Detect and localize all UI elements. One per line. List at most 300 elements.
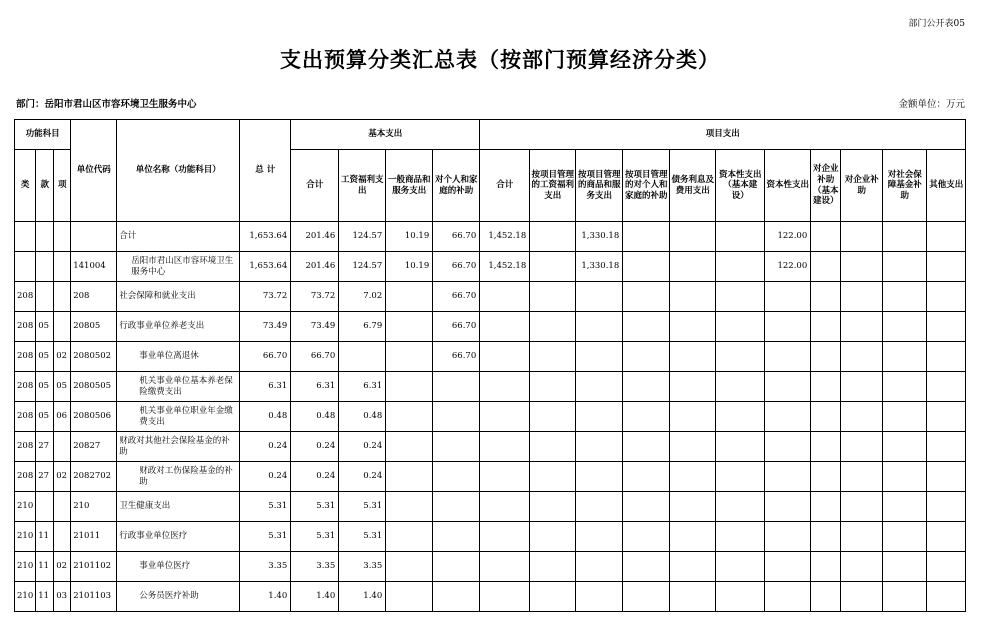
- kuan-cell: 05: [36, 402, 54, 432]
- xiang-cell: [54, 252, 71, 282]
- project-capital-cell: [765, 312, 811, 342]
- project-goods-cell: [576, 372, 623, 402]
- project-enterprise-cell: [841, 522, 883, 552]
- header-basic-goods: 一般商品和服务支出: [386, 150, 433, 222]
- header-project-social: 对社会保障基金补助: [883, 150, 927, 222]
- basic-sum-cell: 66.70: [291, 342, 339, 372]
- basic-sum-cell: 0.24: [291, 462, 339, 492]
- project-other-cell: [927, 462, 966, 492]
- project-capital-cell: [765, 432, 811, 462]
- header-project-capital: 资本性支出: [765, 150, 811, 222]
- project-personal-cell: [623, 552, 670, 582]
- basic-goods-cell: [386, 372, 433, 402]
- lei-cell: 210: [15, 522, 36, 552]
- basic-goods-cell: [386, 462, 433, 492]
- project-goods-cell: [576, 462, 623, 492]
- project-sum-cell: [480, 552, 530, 582]
- basic-goods-cell: [386, 312, 433, 342]
- unit-name-cell: 公务员医疗补助: [117, 582, 240, 612]
- total-cell: 0.24: [240, 432, 291, 462]
- header-project-expenditure: 项目支出: [480, 120, 966, 150]
- kuan-cell: 05: [36, 342, 54, 372]
- project-personal-cell: [623, 312, 670, 342]
- project-debt-cell: [670, 432, 716, 462]
- table-row: [15, 492, 966, 522]
- project-debt-cell: [670, 522, 716, 552]
- project-other-cell: [927, 582, 966, 612]
- basic-goods-cell: [386, 282, 433, 312]
- header-xiang: 项: [54, 150, 71, 222]
- project-capital-cell: [765, 402, 811, 432]
- kuan-cell: [36, 222, 54, 252]
- lei-cell: [15, 252, 36, 282]
- project-other-cell: [927, 432, 966, 462]
- xiang-cell: 02: [54, 552, 71, 582]
- project-enterprise-capital-cell: [811, 222, 841, 252]
- project-capital-base-cell: [716, 402, 765, 432]
- project-capital-base-cell: [716, 222, 765, 252]
- project-personal-cell: [623, 522, 670, 552]
- lei-cell: 208: [15, 372, 36, 402]
- project-enterprise-capital-cell: [811, 372, 841, 402]
- kuan-cell: 11: [36, 552, 54, 582]
- xiang-cell: [54, 312, 71, 342]
- project-debt-cell: [670, 462, 716, 492]
- total-cell: 5.31: [240, 522, 291, 552]
- table-row: [15, 582, 966, 612]
- project-capital-base-cell: [716, 432, 765, 462]
- basic-goods-cell: [386, 522, 433, 552]
- project-capital-cell: [765, 582, 811, 612]
- project-enterprise-cell: [841, 222, 883, 252]
- xiang-cell: [54, 522, 71, 552]
- basic-goods-cell: [386, 402, 433, 432]
- project-social-cell: [883, 312, 927, 342]
- project-capital-base-cell: [716, 312, 765, 342]
- header-project-other: 其他支出: [927, 150, 966, 222]
- header-basic-wage: 工资福利支出: [339, 150, 386, 222]
- basic-sum-cell: 201.46: [291, 252, 339, 282]
- project-other-cell: [927, 342, 966, 372]
- basic-personal-cell: [433, 402, 480, 432]
- xiang-cell: [54, 432, 71, 462]
- basic-wage-cell: [339, 342, 386, 372]
- header-project-goods: 按项目管理的商品和服务支出: [576, 150, 623, 222]
- total-cell: 3.35: [240, 552, 291, 582]
- header-basic-personal: 对个人和家庭的补助: [433, 150, 480, 222]
- header-project-sum: 合计: [480, 150, 530, 222]
- basic-sum-cell: 73.49: [291, 312, 339, 342]
- unit-name-cell: 行政事业单位医疗: [117, 522, 240, 552]
- basic-wage-cell: 124.57: [339, 222, 386, 252]
- project-social-cell: [883, 522, 927, 552]
- project-goods-cell: 1,330.18: [576, 252, 623, 282]
- basic-personal-cell: 66.70: [433, 222, 480, 252]
- basic-wage-cell: 5.31: [339, 522, 386, 552]
- unit-code-cell: 210: [71, 492, 117, 522]
- header-project-personal: 按项目管理的对个人和家庭的补助: [623, 150, 670, 222]
- unit-code-cell: 20805: [71, 312, 117, 342]
- budget-table: [14, 119, 966, 612]
- project-other-cell: [927, 282, 966, 312]
- basic-personal-cell: 66.70: [433, 342, 480, 372]
- project-capital-base-cell: [716, 252, 765, 282]
- project-social-cell: [883, 582, 927, 612]
- project-capital-base-cell: [716, 582, 765, 612]
- project-debt-cell: [670, 402, 716, 432]
- project-social-cell: [883, 432, 927, 462]
- unit-code-cell: 2101102: [71, 552, 117, 582]
- project-personal-cell: [623, 492, 670, 522]
- project-enterprise-cell: [841, 342, 883, 372]
- xiang-cell: 05: [54, 372, 71, 402]
- unit-name-cell: 财政对工伤保险基金的补助: [117, 462, 240, 492]
- basic-sum-cell: 73.72: [291, 282, 339, 312]
- basic-personal-cell: [433, 522, 480, 552]
- basic-wage-cell: 6.79: [339, 312, 386, 342]
- basic-wage-cell: 3.35: [339, 552, 386, 582]
- basic-personal-cell: [433, 582, 480, 612]
- unit-name-cell: 事业单位离退休: [117, 342, 240, 372]
- table-row: [15, 222, 966, 252]
- total-cell: 73.72: [240, 282, 291, 312]
- project-other-cell: [927, 372, 966, 402]
- project-capital-cell: [765, 342, 811, 372]
- unit-name-cell: 岳阳市君山区市容环境卫生服务中心: [117, 252, 240, 282]
- xiang-cell: 02: [54, 342, 71, 372]
- project-social-cell: [883, 492, 927, 522]
- table-row: [15, 342, 966, 372]
- project-sum-cell: [480, 342, 530, 372]
- project-other-cell: [927, 522, 966, 552]
- project-personal-cell: [623, 282, 670, 312]
- project-other-cell: [927, 312, 966, 342]
- unit-name-cell: 机关事业单位基本养老保险缴费支出: [117, 372, 240, 402]
- project-capital-base-cell: [716, 342, 765, 372]
- lei-cell: 208: [15, 462, 36, 492]
- lei-cell: 208: [15, 312, 36, 342]
- basic-sum-cell: 1.40: [291, 582, 339, 612]
- table-row: [15, 312, 966, 342]
- project-debt-cell: [670, 222, 716, 252]
- header-project-enterprise-capital: 对企业补助（基本建设）: [811, 150, 841, 222]
- project-goods-cell: [576, 432, 623, 462]
- project-capital-cell: [765, 282, 811, 312]
- table-row: [15, 522, 966, 552]
- table-number-label: 部门公开表05: [908, 19, 965, 29]
- kuan-cell: 11: [36, 582, 54, 612]
- header-unit-name: 单位名称（功能科目）: [117, 120, 240, 222]
- basic-wage-cell: 6.31: [339, 372, 386, 402]
- project-sum-cell: 1,452.18: [480, 252, 530, 282]
- project-debt-cell: [670, 282, 716, 312]
- basic-wage-cell: 1.40: [339, 582, 386, 612]
- basic-personal-cell: [433, 492, 480, 522]
- unit-code-cell: 21011: [71, 522, 117, 552]
- table-row: [15, 372, 966, 402]
- lei-cell: [15, 222, 36, 252]
- project-wage-cell: [530, 282, 576, 312]
- project-capital-base-cell: [716, 282, 765, 312]
- lei-cell: 210: [15, 492, 36, 522]
- unit-code-cell: 2101103: [71, 582, 117, 612]
- total-cell: 0.48: [240, 402, 291, 432]
- basic-sum-cell: 0.48: [291, 402, 339, 432]
- xiang-cell: [54, 282, 71, 312]
- basic-goods-cell: [386, 342, 433, 372]
- project-goods-cell: 1,330.18: [576, 222, 623, 252]
- basic-wage-cell: 7.02: [339, 282, 386, 312]
- department-label: 部门：岳阳市君山区市容环境卫生服务中心: [16, 99, 197, 110]
- project-sum-cell: [480, 462, 530, 492]
- header-project-debt: 债务利息及费用支出: [670, 150, 716, 222]
- lei-cell: 210: [15, 582, 36, 612]
- project-enterprise-cell: [841, 312, 883, 342]
- project-enterprise-cell: [841, 582, 883, 612]
- project-personal-cell: [623, 462, 670, 492]
- basic-personal-cell: 66.70: [433, 252, 480, 282]
- unit-name-cell: 事业单位医疗: [117, 552, 240, 582]
- project-goods-cell: [576, 492, 623, 522]
- xiang-cell: 03: [54, 582, 71, 612]
- basic-goods-cell: [386, 552, 433, 582]
- project-enterprise-cell: [841, 462, 883, 492]
- project-other-cell: [927, 552, 966, 582]
- project-debt-cell: [670, 492, 716, 522]
- project-social-cell: [883, 462, 927, 492]
- project-wage-cell: [530, 222, 576, 252]
- lei-cell: 208: [15, 342, 36, 372]
- project-sum-cell: [480, 402, 530, 432]
- unit-code-cell: [71, 222, 117, 252]
- project-capital-base-cell: [716, 462, 765, 492]
- table-row: [15, 402, 966, 432]
- project-personal-cell: [623, 342, 670, 372]
- table-row: [15, 282, 966, 312]
- table-row: [15, 462, 966, 492]
- total-cell: 66.70: [240, 342, 291, 372]
- project-debt-cell: [670, 582, 716, 612]
- basic-goods-cell: [386, 432, 433, 462]
- project-sum-cell: [480, 372, 530, 402]
- unit-code-cell: 208: [71, 282, 117, 312]
- project-enterprise-capital-cell: [811, 522, 841, 552]
- project-social-cell: [883, 372, 927, 402]
- project-personal-cell: [623, 252, 670, 282]
- basic-sum-cell: 201.46: [291, 222, 339, 252]
- project-enterprise-capital-cell: [811, 402, 841, 432]
- basic-personal-cell: 66.70: [433, 312, 480, 342]
- project-social-cell: [883, 342, 927, 372]
- project-enterprise-capital-cell: [811, 432, 841, 462]
- kuan-cell: 27: [36, 462, 54, 492]
- unit-name-cell: 财政对其他社会保险基金的补助: [117, 432, 240, 462]
- project-wage-cell: [530, 462, 576, 492]
- basic-personal-cell: [433, 462, 480, 492]
- page-title: 支出预算分类汇总表（按部门预算经济分类）: [280, 47, 720, 72]
- project-capital-base-cell: [716, 552, 765, 582]
- lei-cell: 208: [15, 432, 36, 462]
- total-cell: 0.24: [240, 462, 291, 492]
- header-project-wage: 按项目管理的工资福利支出: [530, 150, 576, 222]
- project-capital-cell: 122.00: [765, 252, 811, 282]
- table-row: [15, 552, 966, 582]
- project-wage-cell: [530, 522, 576, 552]
- unit-name-cell: 机关事业单位职业年金缴费支出: [117, 402, 240, 432]
- basic-personal-cell: [433, 432, 480, 462]
- project-capital-cell: [765, 492, 811, 522]
- project-enterprise-cell: [841, 492, 883, 522]
- total-cell: 6.31: [240, 372, 291, 402]
- basic-sum-cell: 5.31: [291, 522, 339, 552]
- unit-name-cell: 合计: [117, 222, 240, 252]
- unit-code-cell: 2082702: [71, 462, 117, 492]
- project-other-cell: [927, 492, 966, 522]
- project-enterprise-capital-cell: [811, 252, 841, 282]
- project-sum-cell: [480, 522, 530, 552]
- project-goods-cell: [576, 282, 623, 312]
- basic-wage-cell: 0.24: [339, 462, 386, 492]
- project-capital-base-cell: [716, 522, 765, 552]
- total-cell: 73.49: [240, 312, 291, 342]
- project-capital-cell: [765, 372, 811, 402]
- total-cell: 5.31: [240, 492, 291, 522]
- project-social-cell: [883, 222, 927, 252]
- basic-goods-cell: [386, 582, 433, 612]
- kuan-cell: 27: [36, 432, 54, 462]
- project-other-cell: [927, 402, 966, 432]
- basic-goods-cell: [386, 492, 433, 522]
- basic-wage-cell: 124.57: [339, 252, 386, 282]
- table-row: [15, 252, 966, 282]
- project-sum-cell: [480, 432, 530, 462]
- basic-wage-cell: 0.24: [339, 432, 386, 462]
- lei-cell: 210: [15, 552, 36, 582]
- unit-code-cell: 2080502: [71, 342, 117, 372]
- header-unit-code: 单位代码: [71, 120, 117, 222]
- project-debt-cell: [670, 252, 716, 282]
- kuan-cell: 11: [36, 522, 54, 552]
- project-wage-cell: [530, 402, 576, 432]
- project-debt-cell: [670, 552, 716, 582]
- project-wage-cell: [530, 372, 576, 402]
- header-func-subject: 功能科目: [15, 120, 71, 150]
- xiang-cell: [54, 492, 71, 522]
- basic-wage-cell: 0.48: [339, 402, 386, 432]
- kuan-cell: [36, 492, 54, 522]
- basic-sum-cell: 6.31: [291, 372, 339, 402]
- basic-goods-cell: 10.19: [386, 252, 433, 282]
- project-sum-cell: [480, 282, 530, 312]
- header-basic-sum: 合计: [291, 150, 339, 222]
- project-social-cell: [883, 552, 927, 582]
- project-enterprise-cell: [841, 552, 883, 582]
- project-debt-cell: [670, 342, 716, 372]
- project-enterprise-cell: [841, 282, 883, 312]
- project-goods-cell: [576, 342, 623, 372]
- kuan-cell: [36, 282, 54, 312]
- project-goods-cell: [576, 582, 623, 612]
- total-cell: 1,653.64: [240, 252, 291, 282]
- kuan-cell: 05: [36, 372, 54, 402]
- project-other-cell: [927, 252, 966, 282]
- lei-cell: 208: [15, 282, 36, 312]
- total-cell: 1,653.64: [240, 222, 291, 252]
- project-enterprise-capital-cell: [811, 312, 841, 342]
- project-wage-cell: [530, 492, 576, 522]
- project-goods-cell: [576, 552, 623, 582]
- project-goods-cell: [576, 522, 623, 552]
- project-enterprise-cell: [841, 432, 883, 462]
- project-capital-base-cell: [716, 372, 765, 402]
- basic-sum-cell: 3.35: [291, 552, 339, 582]
- project-personal-cell: [623, 372, 670, 402]
- xiang-cell: [54, 222, 71, 252]
- project-enterprise-cell: [841, 252, 883, 282]
- unit-name-cell: 卫生健康支出: [117, 492, 240, 522]
- project-enterprise-capital-cell: [811, 582, 841, 612]
- unit-name-cell: 社会保障和就业支出: [117, 282, 240, 312]
- project-social-cell: [883, 402, 927, 432]
- kuan-cell: [36, 252, 54, 282]
- header-lei: 类: [15, 150, 36, 222]
- project-goods-cell: [576, 402, 623, 432]
- project-personal-cell: [623, 222, 670, 252]
- xiang-cell: 02: [54, 462, 71, 492]
- kuan-cell: 05: [36, 312, 54, 342]
- basic-personal-cell: [433, 372, 480, 402]
- basic-wage-cell: 5.31: [339, 492, 386, 522]
- project-capital-cell: [765, 462, 811, 492]
- project-capital-cell: [765, 552, 811, 582]
- project-debt-cell: [670, 372, 716, 402]
- project-personal-cell: [623, 402, 670, 432]
- project-wage-cell: [530, 432, 576, 462]
- project-goods-cell: [576, 312, 623, 342]
- project-capital-base-cell: [716, 492, 765, 522]
- unit-code-cell: 141004: [71, 252, 117, 282]
- project-social-cell: [883, 252, 927, 282]
- basic-goods-cell: 10.19: [386, 222, 433, 252]
- header-total: 总 计: [240, 120, 291, 222]
- project-sum-cell: [480, 582, 530, 612]
- basic-sum-cell: 0.24: [291, 432, 339, 462]
- basic-personal-cell: 66.70: [433, 282, 480, 312]
- basic-personal-cell: [433, 552, 480, 582]
- lei-cell: 208: [15, 402, 36, 432]
- currency-unit-label: 金额单位：万元: [898, 99, 965, 110]
- total-cell: 1.40: [240, 582, 291, 612]
- header-project-enterprise: 对企业补助: [841, 150, 883, 222]
- unit-name-cell: 行政事业单位养老支出: [117, 312, 240, 342]
- project-personal-cell: [623, 432, 670, 462]
- project-personal-cell: [623, 582, 670, 612]
- project-enterprise-capital-cell: [811, 462, 841, 492]
- project-wage-cell: [530, 312, 576, 342]
- table-row: [15, 432, 966, 462]
- project-social-cell: [883, 282, 927, 312]
- project-wage-cell: [530, 252, 576, 282]
- project-capital-cell: 122.00: [765, 222, 811, 252]
- project-sum-cell: [480, 312, 530, 342]
- project-enterprise-cell: [841, 402, 883, 432]
- project-enterprise-capital-cell: [811, 282, 841, 312]
- project-wage-cell: [530, 552, 576, 582]
- unit-code-cell: 2080505: [71, 372, 117, 402]
- project-enterprise-capital-cell: [811, 552, 841, 582]
- header-project-capital-base: 资本性支出（基本建设）: [716, 150, 765, 222]
- project-sum-cell: [480, 492, 530, 522]
